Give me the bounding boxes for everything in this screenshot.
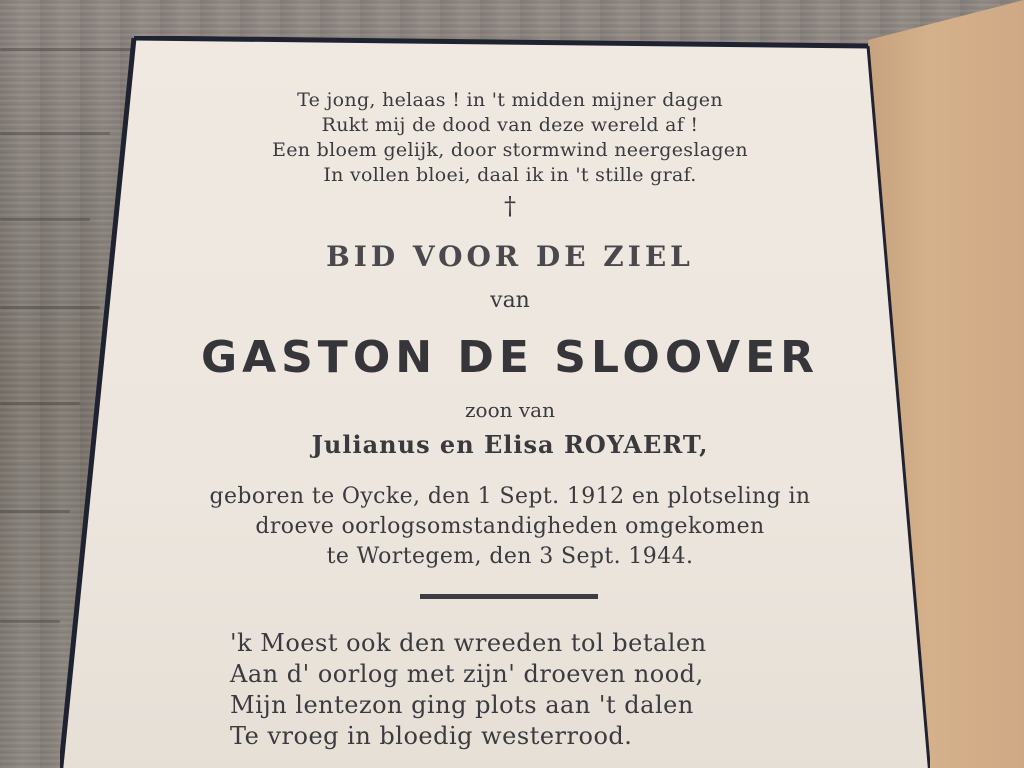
detail-line: geboren te Oycke, den 1 Sept. 1912 en plotseling in	[209, 484, 811, 509]
opening-poem	[120, 88, 900, 188]
van-text: van	[490, 288, 530, 313]
zoon-van-text: zoon van	[465, 398, 555, 422]
wood-grain	[0, 510, 70, 513]
parents-names: Julianus en Elisa ROYAERT,	[311, 430, 709, 459]
deceased-name: GASTON DE SLOOVER	[200, 332, 820, 383]
divider-rule	[420, 594, 598, 599]
poem-line: Te vroeg in bloedig westerrood.	[230, 722, 633, 750]
poem-line: Een bloem gelijk, door stormwind neergeslagen	[272, 139, 748, 161]
detail-line: droeve oorlogsomstandigheden omgekomen	[255, 514, 765, 539]
closing-poem	[230, 628, 810, 752]
poem-line: Rukt mij de dood van deze wereld af !	[321, 114, 699, 136]
wood-grain	[0, 48, 140, 51]
poem-line: Te jong, helaas ! in 't midden mijner dagen	[297, 89, 723, 111]
wood-grain	[0, 402, 80, 405]
wood-grain	[0, 218, 90, 221]
poem-line: Mijn lentezon ging plots aan 't dalen	[230, 691, 694, 719]
wood-grain	[0, 620, 60, 623]
birth-death-details	[114, 482, 906, 572]
poem-line: In vollen bloei, daal ik in 't stille graf.	[323, 164, 697, 186]
detail-line: te Wortegem, den 3 Sept. 1944.	[326, 544, 694, 569]
wood-grain	[0, 132, 110, 135]
poem-line: Aan d' oorlog met zijn' droeven nood,	[230, 660, 704, 688]
wood-grain	[0, 306, 100, 309]
cross-icon: †	[504, 192, 516, 220]
poem-line: 'k Moest ook den wreeden tol betalen	[230, 629, 707, 657]
prayer-heading: BID VOOR DE ZIEL	[326, 240, 694, 273]
